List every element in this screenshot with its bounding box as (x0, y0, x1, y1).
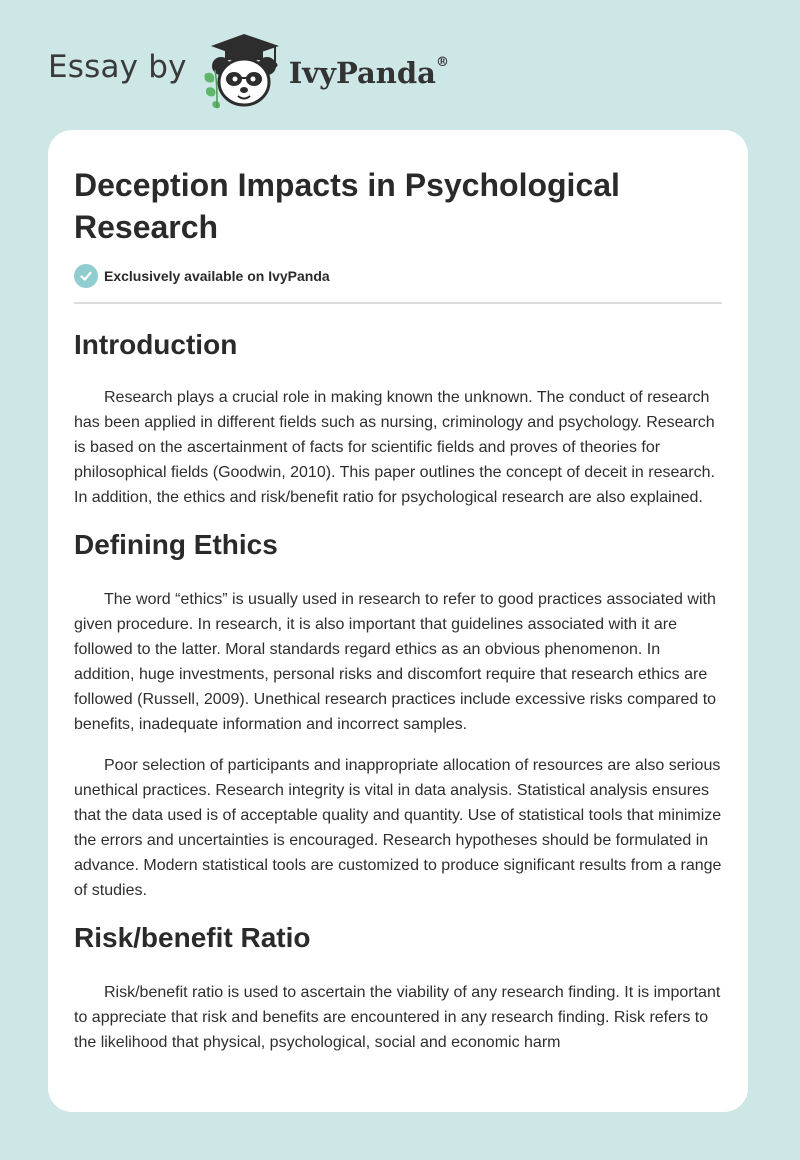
brand-name[interactable]: IvyPanda® (288, 54, 449, 90)
exclusive-badge (74, 264, 330, 288)
paragraph: The word “ethics” is usually used in research to refer to good practices associated with given procedure. In research, it is also important that guidelines associated with it are followed to the latter. Moral standards regard ethics as an obvious phenomenon. In addition, huge investments, personal risks and discomfort require that research ethics are followed (Russell, 2009). Unethical research practices include excessive risks compared to benefits, inadequate information and incorrect samples. (74, 591, 717, 733)
check-circle-icon (74, 264, 98, 288)
paragraph: Poor selection of participants and inappropriate allocation of resources are also serious unethical practices. Research integrity is vital in data analysis. Statistical analysis ensures that the data used is of acceptable quality and quantity. Use of statistical tools that minimize the errors and uncertainties is encouraged. Research hypotheses should be formulated in advance. Modern statistical tools are customized to produce significant results from a range of studies. (74, 757, 722, 899)
section-heading-introduction: Introduction (74, 329, 238, 360)
panda-graduate-logo-icon[interactable] (201, 30, 287, 110)
section-heading-defining-ethics: Defining Ethics (74, 529, 278, 560)
essay-by-label: Essay by (48, 48, 187, 85)
paragraph: Risk/benefit ratio is used to ascertain the viability of any research finding. It is important to appreciate that risk and benefits are encountered in any research finding. Risk refers to the likelihood that physical, psychological, social and economic harm (74, 984, 721, 1051)
essay-card (48, 130, 748, 1112)
registered-mark: ® (435, 54, 449, 70)
paragraph: Research plays a crucial role in making known the unknown. The conduct of research has been applied in different fields such as nursing, criminology and psychology. Research is based on the ascertainment of facts for scientific fields and proves of theories for philosophical fields (Goodwin, 2010). This paper outlines the concept of deceit in research. In addition, the ethics and risk/benefit ratio for psychological research are also explained. (74, 389, 715, 506)
exclusive-badge-text: Exclusively available on IvyPanda (104, 268, 330, 284)
divider (74, 302, 722, 304)
section-heading-risk-benefit-ratio: Risk/benefit Ratio (74, 922, 311, 953)
site-header (48, 30, 449, 110)
essay-body (74, 320, 724, 1055)
page-title: Deception Impacts in Psychological Research (74, 167, 620, 245)
